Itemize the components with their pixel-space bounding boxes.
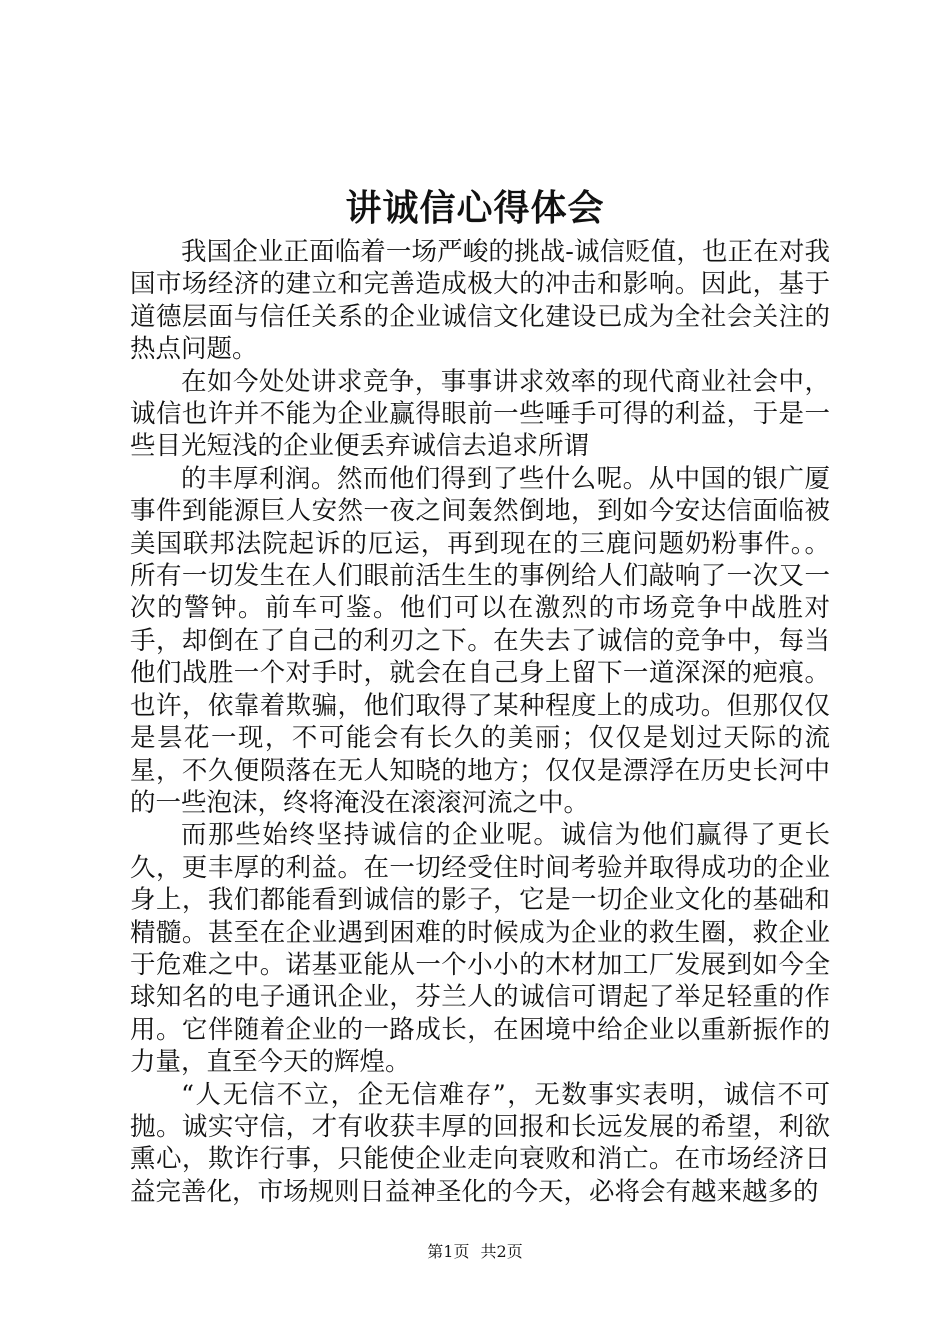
paragraph: 而那些始终坚持诚信的企业呢。诚信为他们赢得了更长久，更丰厚的利益。在一切经受住时间考验并取得成功的企业身上，我们都能看到诚信的影子，它是一切企业文化的基础和精髓。甚至在企业遇到困难的时候成为企业的救生圈，救企业于危难之中。诺基亚能从一个小小的木材加工厂发展到如今全球知名的电子通讯企业，芬兰人的诚信可谓起了举足轻重的作用。它伴随着企业的一路成长，在困境中给企业以重新振作的力量，直至今天的辉煌。 (130, 820, 830, 1078)
page-total: 共2页 (480, 1242, 523, 1261)
page-footer (0, 1240, 950, 1264)
paragraph: “人无信不立，企无信难存”，无数事实表明，诚信不可抛。诚实守信，才有收获丰厚的回报和长远发展的希望，利欲熏心，欺诈行事，只能使企业走向衰败和消亡。在市场经济日益完善化，市场规则日益神圣化的今天，必将会有越来越多的 (130, 1079, 830, 1207)
paragraph: 在如今处处讲求竞争，事事讲求效率的现代商业社会中，诚信也许并不能为企业赢得眼前一些唾手可得的利益，于是一些目光短浅的企业便丢弃诚信去追求所谓 (130, 366, 830, 462)
paragraph: 我国企业正面临着一场严峻的挑战-诚信贬值，也正在对我国市场经济的建立和完善造成极大的冲击和影响。因此，基于道德层面与信任关系的企业诚信文化建设已成为全社会关注的热点问题。 (130, 237, 830, 365)
document-title: 讲诚信心得体会 (345, 187, 605, 229)
page-number: 第1页 (427, 1242, 470, 1261)
paragraph: 的丰厚利润。然而他们得到了些什么呢。从中国的银广厦事件到能源巨人安然一夜之间轰然倒地，到如今安达信面临被美国联邦法院起诉的厄运，再到现在的三鹿问题奶粉事件。。所有一切发生在人们眼前活生生的事例给人们敲响了一次又一次的警钟。前车可鉴。他们可以在激烈的市场竞争中战胜对手，却倒在了自己的利刃之下。在失去了诚信的竞争中，每当他们战胜一个对手时，就会在自己身上留下一道深深的疤痕。也许，依靠着欺骗，他们取得了某种程度上的成功。但那仅仅是昙花一现，不可能会有长久的美丽；仅仅是划过天际的流星，不久便陨落在无人知晓的地方；仅仅是漂浮在历史长河中的一些泡沫，终将淹没在滚滚河流之中。 (130, 463, 830, 818)
document-body (130, 236, 830, 1208)
